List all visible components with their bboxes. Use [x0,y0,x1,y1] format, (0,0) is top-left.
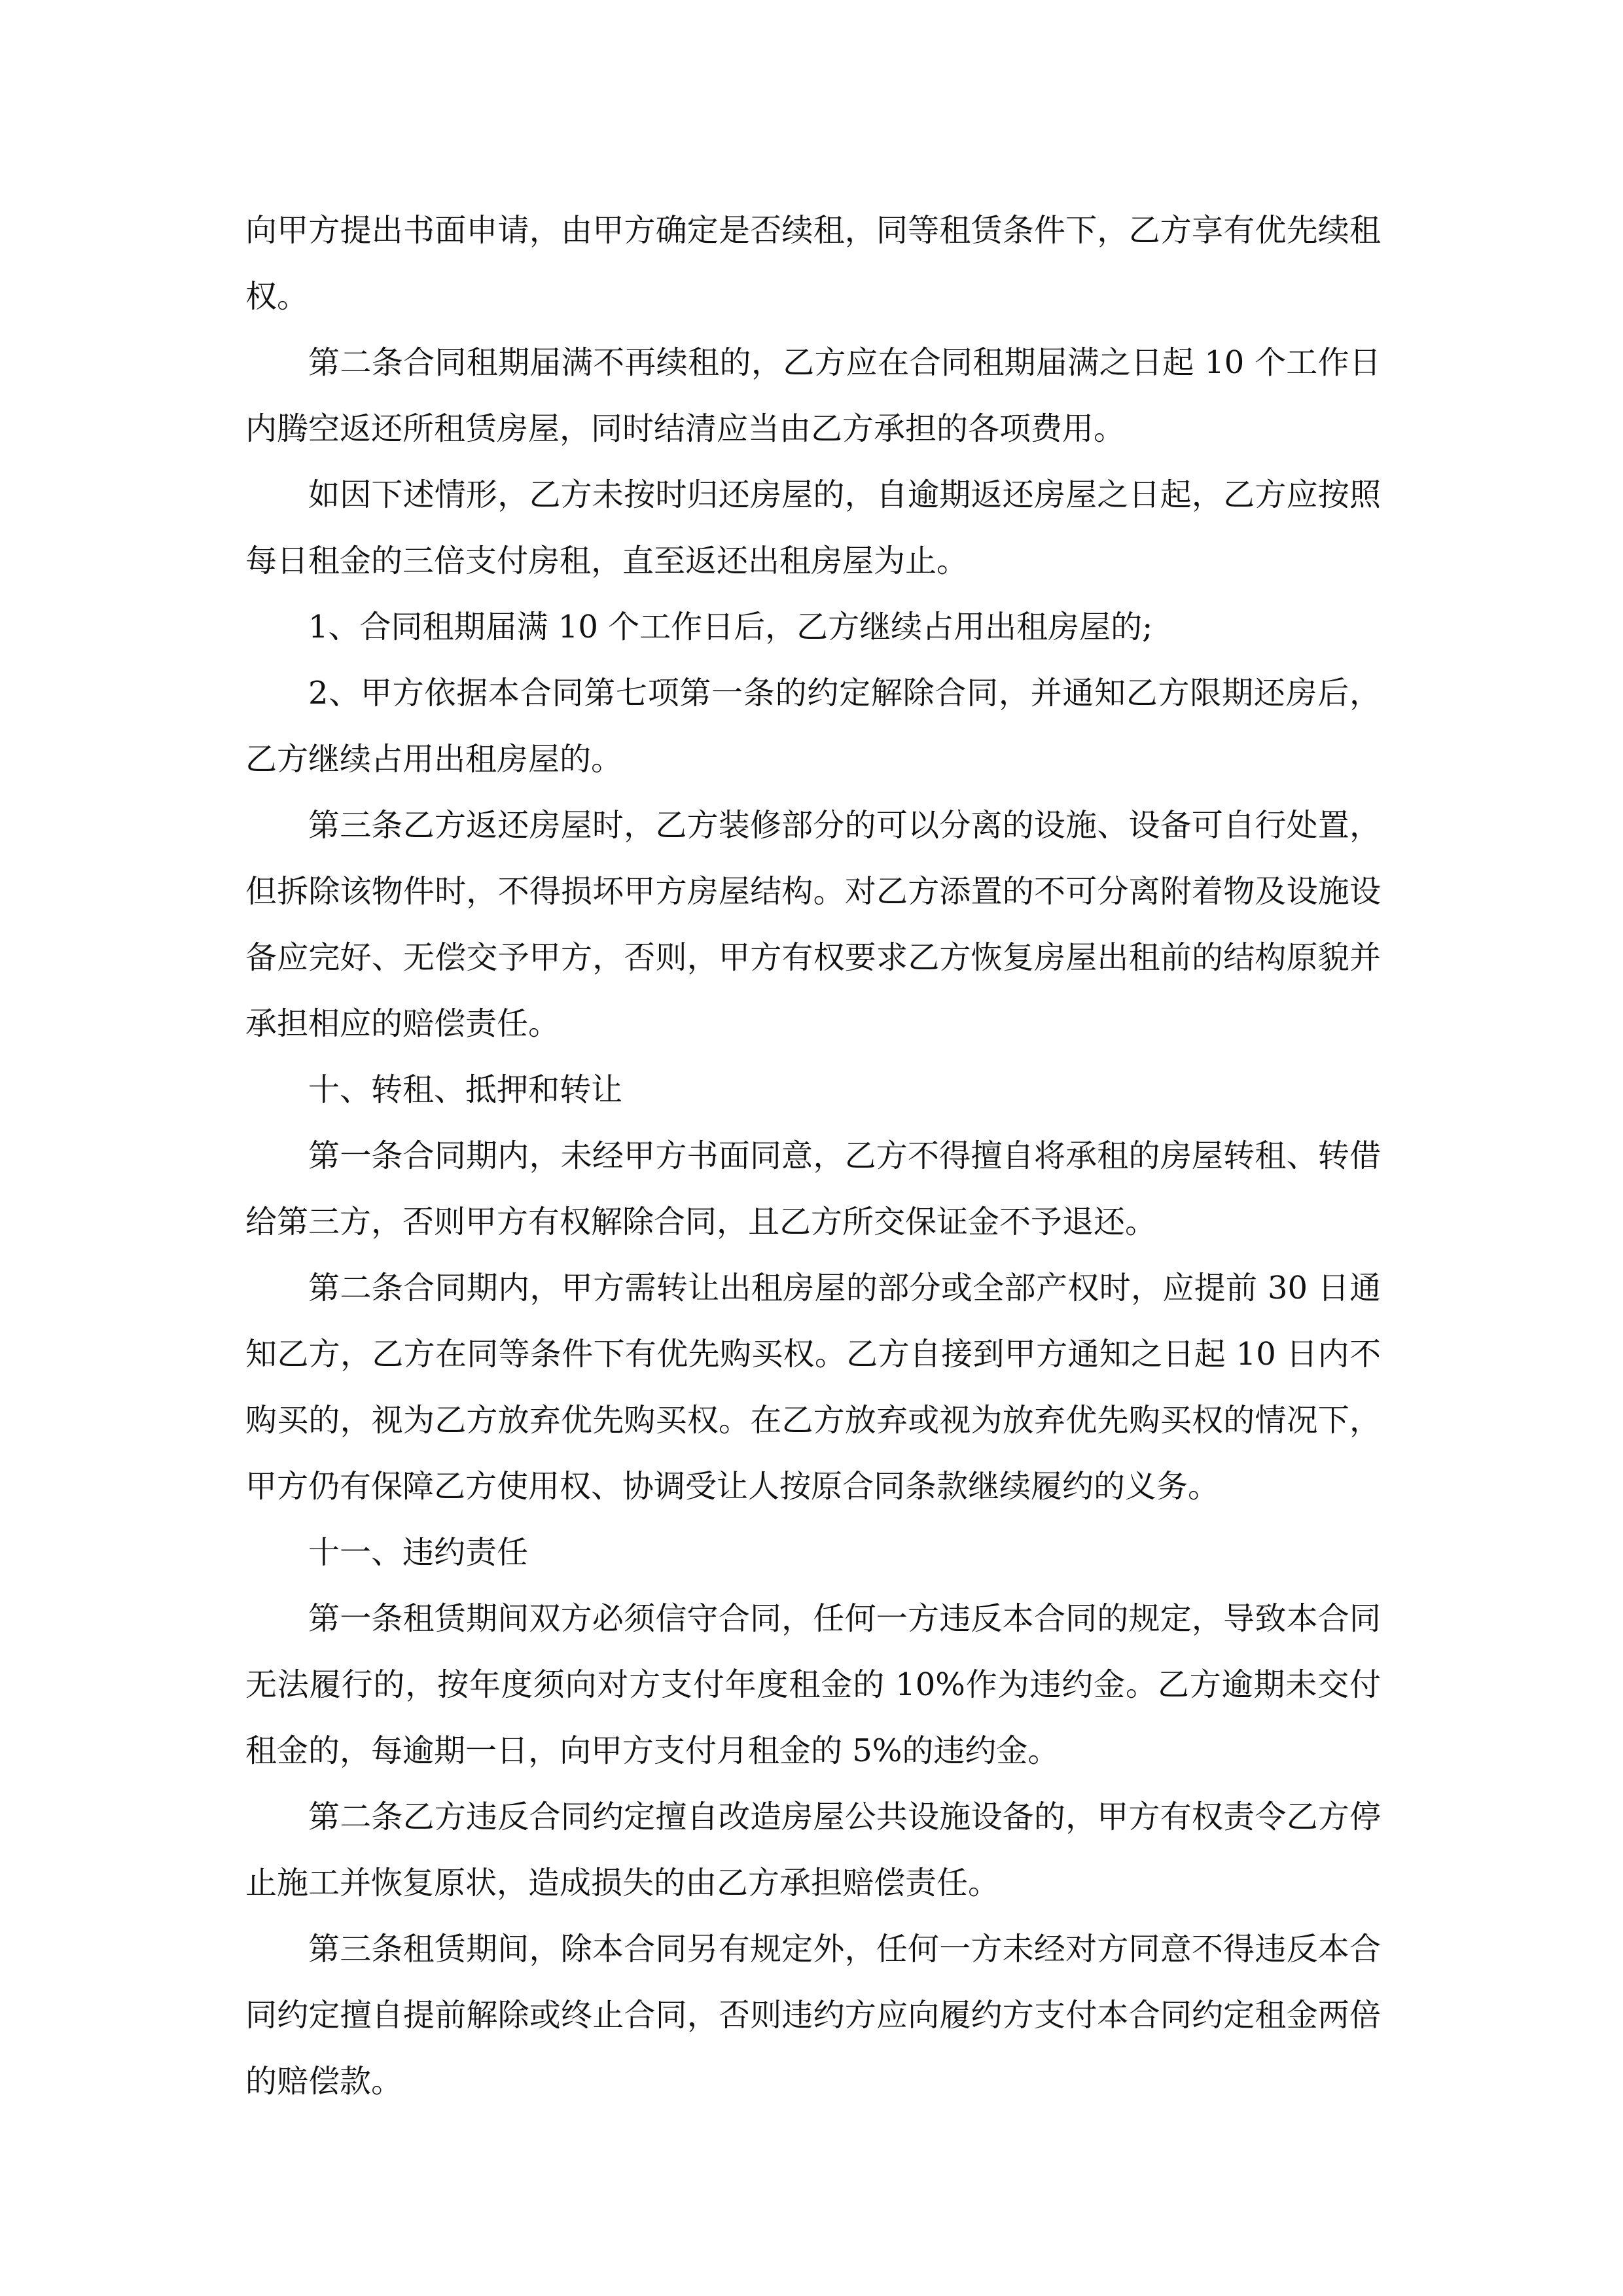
paragraph-renewal-continued: 向甲方提出书面申请，由甲方确定是否续租，同等租赁条件下，乙方享有优先续租权。 [245,212,1381,315]
paragraph-sublease-clause-1: 第一条合同期内，未经甲方书面同意，乙方不得擅自将承租的房屋转租、转借给第三方，否则甲方有权解除合同，且乙方所交保证金不予退还。 [245,1138,1381,1240]
paragraph-item-2: 2、甲方依据本合同第七项第一条的约定解除合同，并通知乙方限期还房后，乙方继续占用出租房屋的。 [245,675,1381,778]
paragraph-clause-3-fixtures: 第三条乙方返还房屋时，乙方装修部分的可以分离的设施、设备可自行处置，但拆除该物件时，不得损坏甲方房屋结构。对乙方添置的不可分离附着物及设施设备应完好、无偿交予甲方，否则，甲方有权要求乙方恢复房屋出租前的结构原貌并承担相应的赔偿责任。 [245,807,1381,1042]
paragraph-liability-clause-3: 第三条租赁期间，除本合同另有规定外，任何一方未经对方同意不得违反本合同约定擅自提前解除或终止合同，否则违约方应向履约方支付本合同约定租金两倍的赔偿款。 [245,1931,1381,2100]
section-heading-sublease: 十、转租、抵押和转让 [308,1071,623,1108]
paragraph-sublease-clause-2: 第二条合同期内，甲方需转让出租房屋的部分或全部产权时，应提前 30 日通知乙方，乙方在同等条件下有优先购买权。乙方自接到甲方通知之日起 10 日内不购买的，视为乙方放弃优先购买权。在乙方放弃或视为放弃优先购买权的情况下，甲方仍有保障乙方使用权、协调受让人按原合同条款继续履约的义务。 [245,1270,1381,1505]
document-body [245,198,1381,2115]
section-heading-liability: 十一、违约责任 [308,1534,529,1571]
paragraph-overdue-rent: 如因下述情形，乙方未按时归还房屋的，自逾期返还房屋之日起，乙方应按照每日租金的三倍支付房租，直至返还出租房屋为止。 [245,476,1381,579]
paragraph-clause-2-return: 第二条合同租期届满不再续租的，乙方应在合同租期届满之日起 10 个工作日内腾空返还所租赁房屋，同时结清应当由乙方承担的各项费用。 [245,344,1381,447]
paragraph-item-1: 1、合同租期届满 10 个工作日后，乙方继续占用出租房屋的; [308,609,1153,645]
paragraph-liability-clause-2: 第二条乙方违反合同约定擅自改造房屋公共设施设备的，甲方有权责令乙方停止施工并恢复原状，造成损失的由乙方承担赔偿责任。 [245,1799,1381,1901]
paragraph-liability-clause-1: 第一条租赁期间双方必须信守合同，任何一方违反本合同的规定，导致本合同无法履行的，按年度须向对方支付年度租金的 10%作为违约金。乙方逾期未交付租金的，每逾期一日，向甲方支付月租金的 5%的违约金。 [245,1600,1381,1769]
